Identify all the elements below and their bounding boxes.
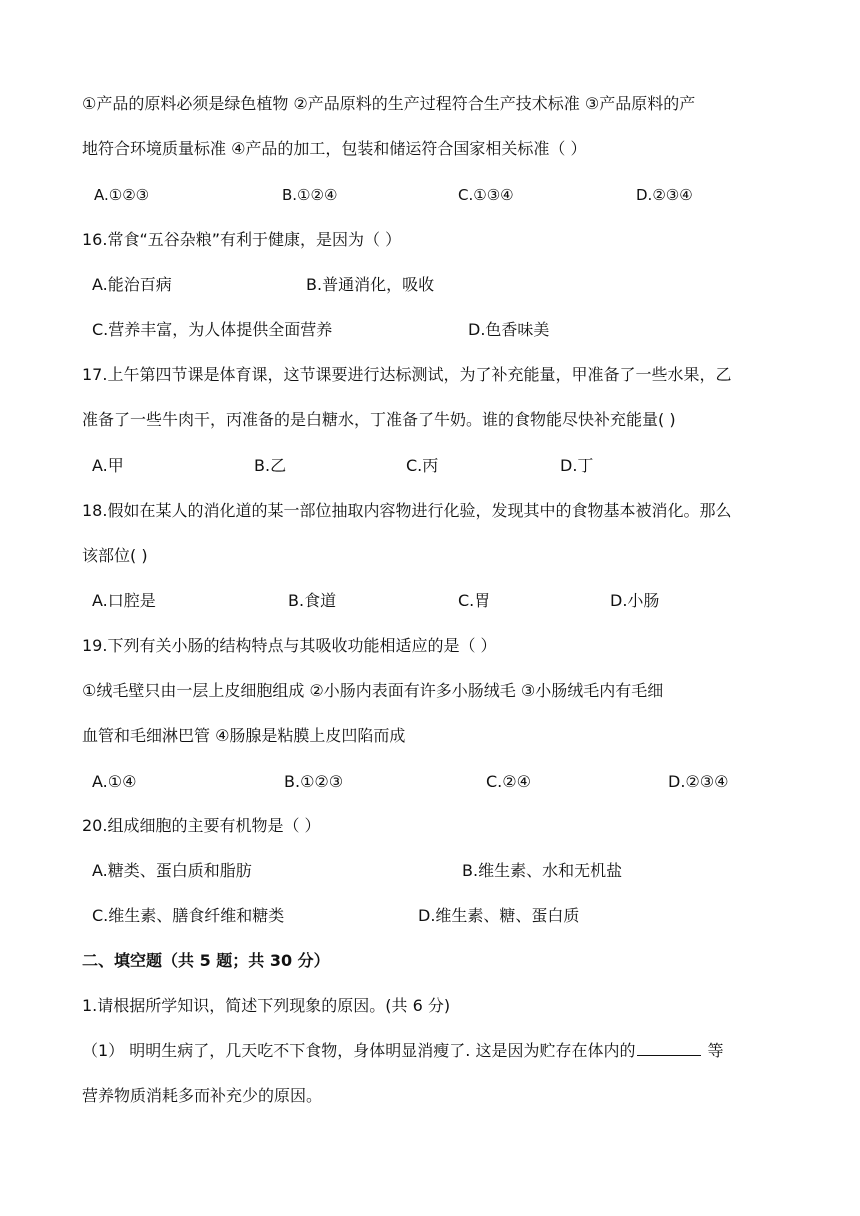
fill-q1-part1-text: （1） 明明生病了，几天吃不下食物，身体明显消瘦了. 这是因为贮存在体内的 — [82, 1041, 636, 1060]
q19-statement-line1: ①绒毛壁只由一层上皮细胞组成 ②小肠内表面有许多小肠绒毛 ③小肠绒毛内有毛细 — [82, 681, 664, 700]
fill-q1-part1-line2: 营养物质消耗多而补充少的原因。 — [82, 1086, 323, 1105]
q15-statement-line1: ①产品的原料必须是绿色植物 ②产品原料的生产过程符合生产技术标准 ③产品原料的产 — [82, 94, 696, 113]
section-title: 二、填空题（共 5 题；共 30 分） — [82, 951, 330, 970]
q17-stem-line1: 17.上午第四节课是体育课，这节课要进行达标测试，为了补充能量，甲准备了一些水果，乙 — [82, 365, 732, 384]
q18-stem-line1: 18.假如在某人的消化道的某一部位抽取内容物进行化验，发现其中的食物基本被消化。那么 — [82, 501, 732, 520]
q15-option-c: C.①③④ — [458, 186, 514, 204]
q19-option-c: C.②④ — [486, 772, 531, 791]
q17-option-b: B.乙 — [254, 456, 287, 475]
q16-option-a: A.能治百病 — [92, 275, 172, 294]
q17-option-a: A.甲 — [92, 456, 124, 475]
q16-option-c: C.营养丰富，为人体提供全面营养 — [92, 320, 333, 339]
q16-option-d: D.色香味美 — [468, 320, 550, 339]
fill-q1-part1-line1 — [82, 1040, 723, 1062]
q20-option-c: C.维生素、膳食纤维和糖类 — [92, 906, 285, 925]
q17-option-c: C.丙 — [406, 456, 439, 475]
q18-option-c: C.胃 — [458, 591, 491, 610]
q20-option-d: D.维生素、糖、蛋白质 — [418, 906, 580, 925]
q20-option-b: B.维生素、水和无机盐 — [462, 861, 623, 880]
q17-option-d: D.丁 — [560, 456, 594, 475]
q20-stem: 20.组成细胞的主要有机物是（ ） — [82, 816, 321, 835]
fill-q1-stem: 1.请根据所学知识，简述下列现象的原因。(共 6 分) — [82, 996, 451, 1015]
q15-option-b: B.①②④ — [282, 186, 338, 204]
q19-option-d: D.②③④ — [668, 772, 729, 791]
q17-stem-line2: 准备了一些牛肉干，丙准备的是白糖水，丁准备了牛奶。谁的食物能尽快补充能量( ) — [82, 410, 676, 429]
q19-option-b: B.①②③ — [284, 772, 344, 791]
q19-statement-line2: 血管和毛细淋巴管 ④肠腺是粘膜上皮凹陷而成 — [82, 726, 406, 745]
q18-option-a: A.口腔是 — [92, 591, 156, 610]
q15-option-d: D.②③④ — [636, 186, 693, 204]
q15-statement-line2: 地符合环境质量标准 ④产品的加工，包装和储运符合国家相关标准（ ） — [82, 139, 587, 158]
q18-stem-line2: 该部位( ) — [82, 546, 148, 565]
q19-stem: 19.下列有关小肠的结构特点与其吸收功能相适应的是（ ） — [82, 636, 497, 655]
fill-q1-part1-text-after: 等 — [707, 1041, 724, 1060]
answer-blank[interactable] — [637, 1041, 701, 1056]
q20-option-a: A.糖类、蛋白质和脂肪 — [92, 861, 252, 880]
q18-option-b: B.食道 — [288, 591, 337, 610]
q15-option-a: A.①②③ — [94, 186, 150, 204]
q18-option-d: D.小肠 — [610, 591, 660, 610]
q16-option-b: B.普通消化，吸收 — [306, 275, 435, 294]
q16-stem: 16.常食“五谷杂粮”有利于健康，是因为（ ） — [82, 230, 402, 249]
q19-option-a: A.①④ — [92, 772, 137, 791]
